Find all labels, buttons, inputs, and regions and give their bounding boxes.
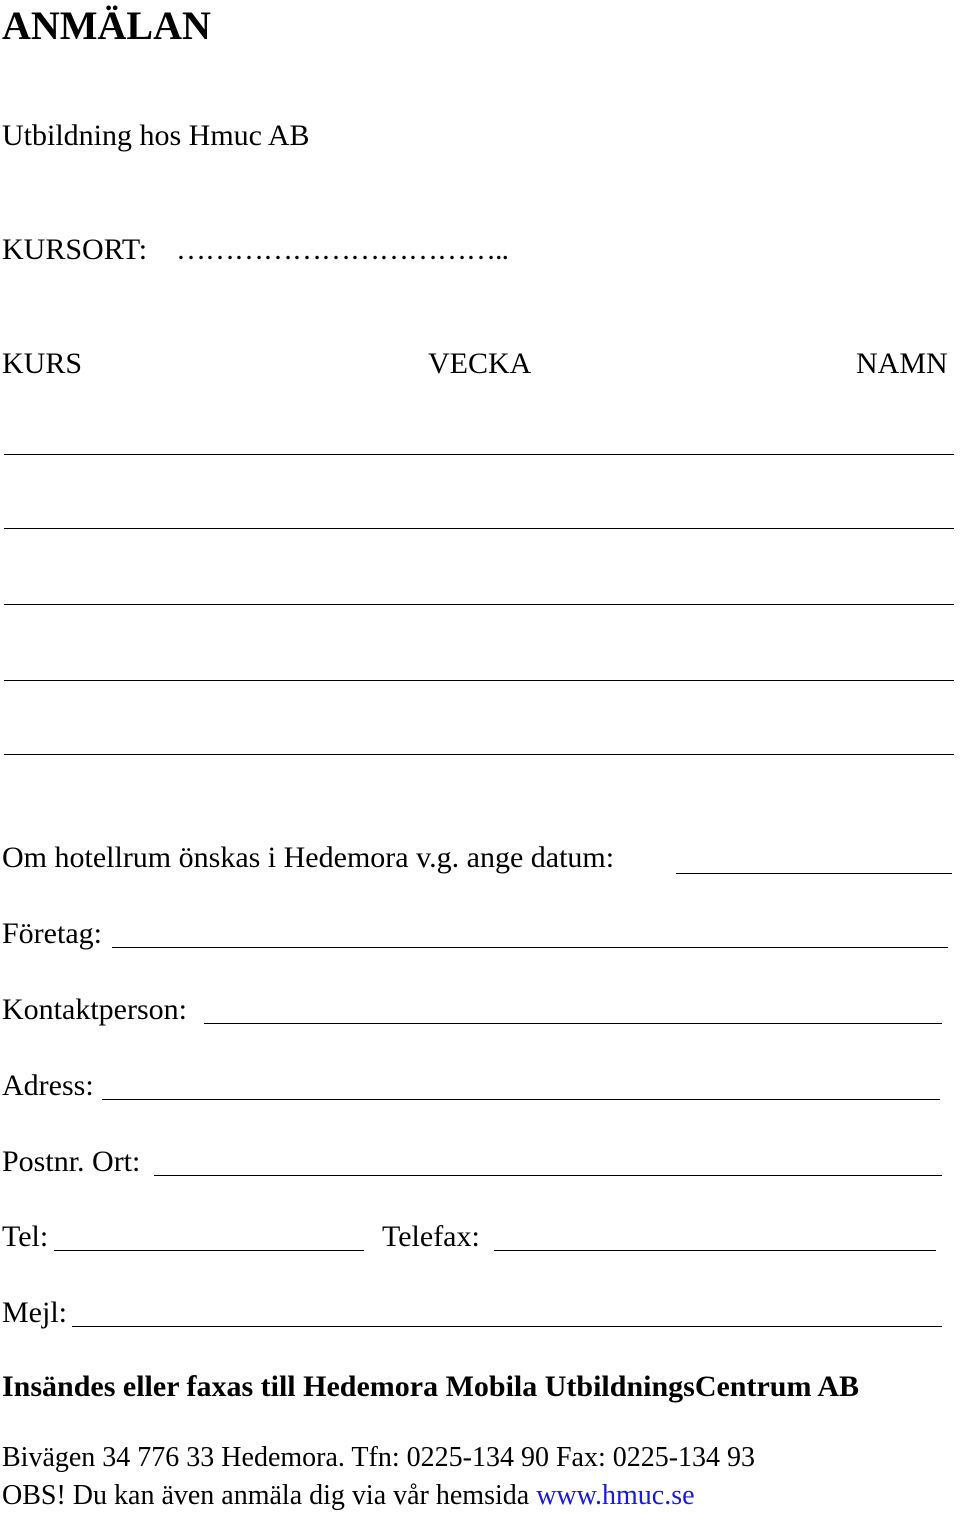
contact-address-line: Bivägen 34 776 33 Hedemora. Tfn: 0225-134 90 Fax: 0225-134 93 [2, 1442, 756, 1473]
address-label: Adress: [2, 1069, 94, 1102]
hotel-label: Om hotellrum önskas i Hedemora v.g. ange datum: [2, 841, 615, 874]
subtitle: Utbildning hos Hmuc AB [2, 119, 310, 152]
company-field[interactable] [112, 947, 948, 948]
column-header-namn: NAMN [856, 347, 948, 380]
course-row-line[interactable] [4, 528, 954, 529]
email-label: Mejl: [2, 1296, 67, 1329]
company-label: Företag: [2, 917, 102, 950]
postal-field[interactable] [154, 1175, 942, 1176]
hotel-date-field[interactable] [676, 873, 952, 874]
address-field[interactable] [102, 1099, 940, 1100]
email-field[interactable] [72, 1326, 942, 1327]
contact-label: Kontaktperson: [2, 993, 187, 1026]
website-notice [2, 1479, 695, 1513]
website-link[interactable]: www.hmuc.se [536, 1480, 695, 1511]
fax-field[interactable] [494, 1250, 936, 1251]
phone-field[interactable] [54, 1250, 364, 1251]
kursort-label: KURSORT: [2, 233, 148, 266]
contact-field[interactable] [204, 1023, 942, 1024]
course-row-line[interactable] [4, 454, 954, 455]
column-header-vecka: VECKA [428, 347, 532, 380]
column-header-kurs: KURS [2, 347, 83, 380]
course-row-line[interactable] [4, 604, 954, 605]
course-row-line[interactable] [4, 754, 954, 755]
postal-label: Postnr. Ort: [2, 1145, 141, 1178]
course-row-line[interactable] [4, 680, 954, 681]
fax-label: Telefax: [382, 1220, 480, 1253]
kursort-field[interactable]: …………………………….. [176, 233, 508, 266]
phone-label: Tel: [2, 1220, 49, 1253]
send-to-notice: Insändes eller faxas till Hedemora Mobila UtbildningsCentrum AB [2, 1370, 859, 1403]
page-title: ANMÄLAN [2, 3, 211, 48]
website-notice-text: OBS! Du kan även anmäla dig via vår hemsida [2, 1480, 537, 1511]
